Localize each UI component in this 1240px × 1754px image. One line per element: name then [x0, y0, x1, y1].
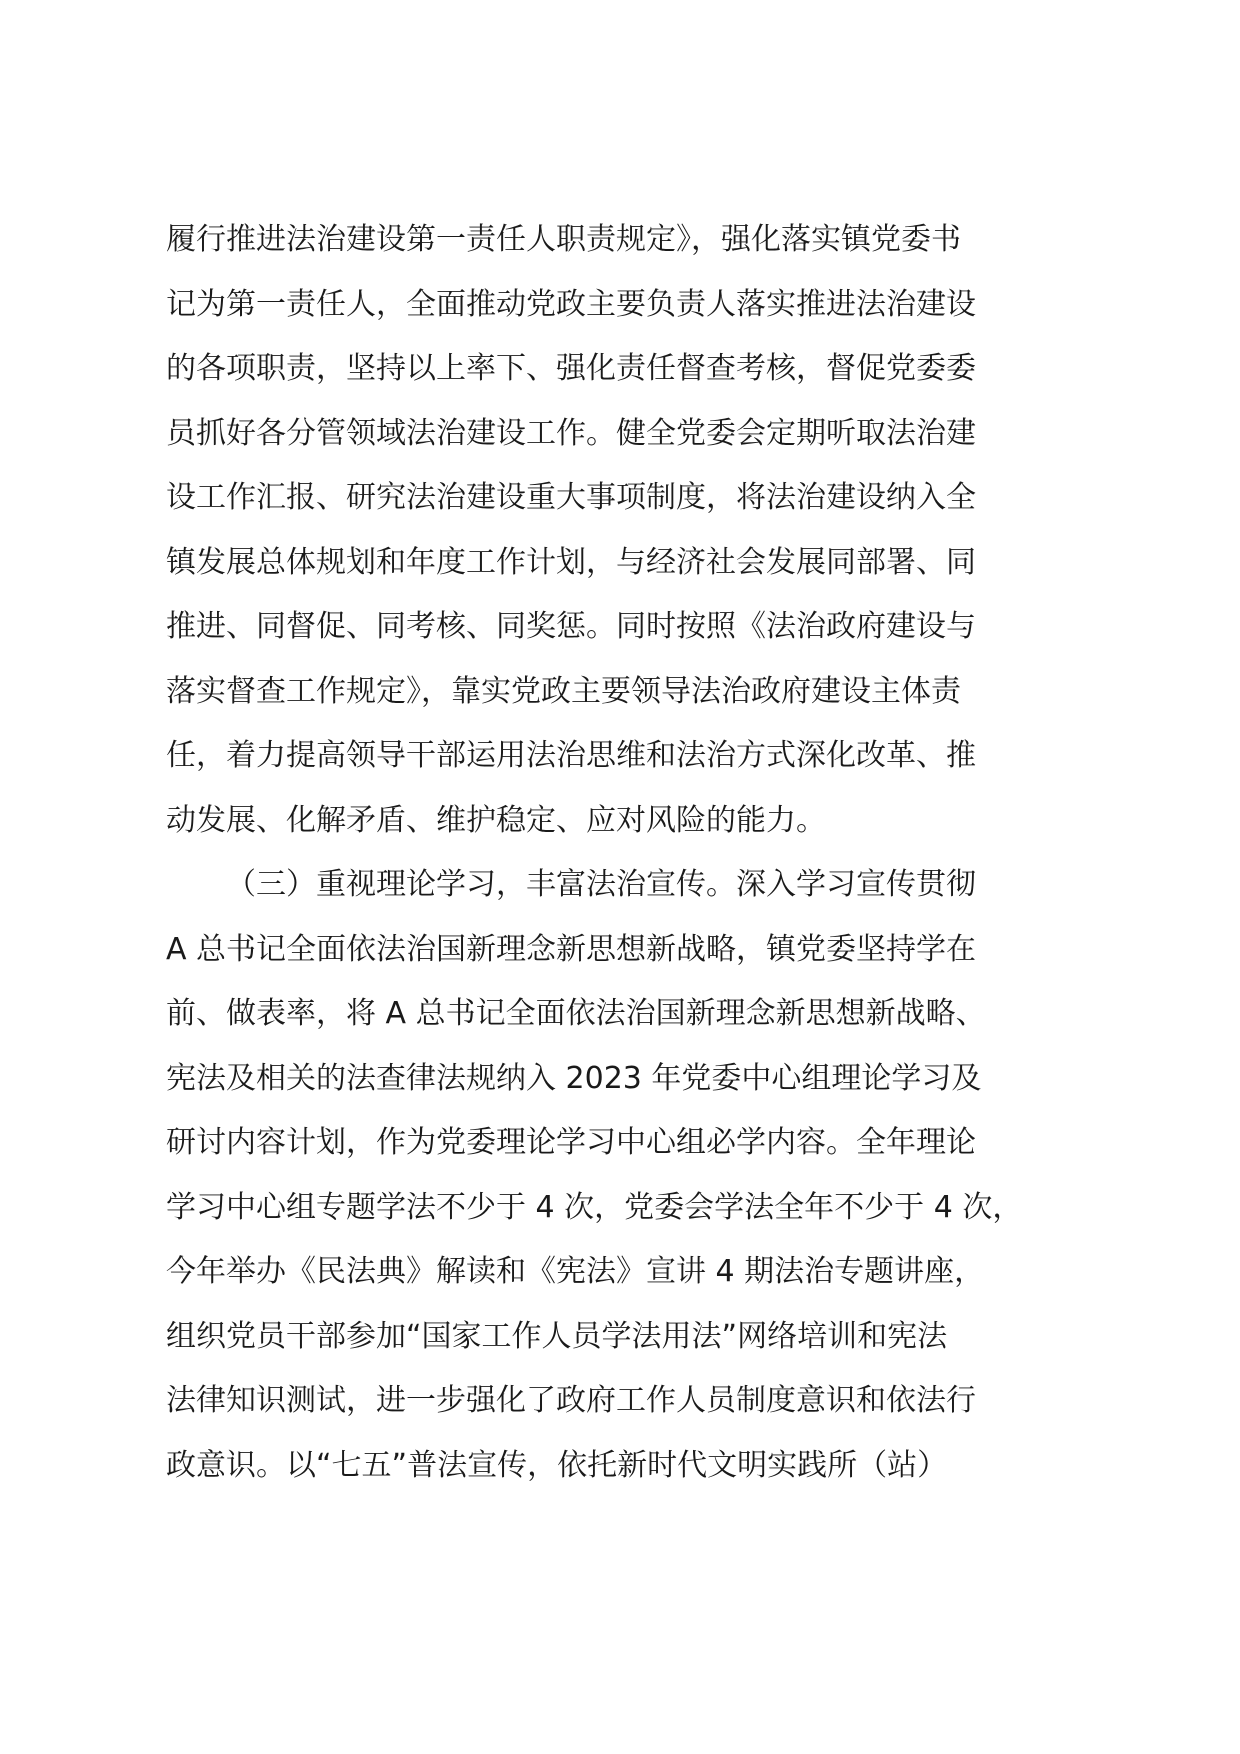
text-line: 的各项职责，坚持以上率下、强化责任督查考核，督促党委委: [166, 351, 976, 386]
text-line: 学习中心组专题学法不少于 4 次，党委会学法全年不少于 4 次，: [166, 1189, 1023, 1225]
text-line: 政意识。以“七五”普法宣传，依托新时代文明实践所（站）: [166, 1447, 948, 1483]
text-line: 记为第一责任人，全面推动党政主要负责人落实推进法治建设: [166, 286, 976, 322]
text-line: 镇发展总体规划和年度工作计划，与经济社会发展同部署、同: [166, 544, 976, 580]
text-line: 设工作汇报、研究法治建设重大事项制度，将法治建设纳入全: [166, 480, 976, 515]
text-line: 推进、同督促、同考核、同奖惩。同时按照《法治政府建设与: [166, 609, 976, 644]
text-line: 研讨内容计划，作为党委理论学习中心组必学内容。全年理论: [166, 1125, 976, 1160]
text-line: 员抓好各分管领域法治建设工作。健全党委会定期听取法治建: [166, 415, 976, 451]
text-line: 前、做表率，将 A 总书记全面依法治国新理念新思想新战略、: [166, 996, 986, 1031]
body-text: [166, 208, 1096, 1498]
text-line: 宪法及相关的法查律法规纳入 2023 年党委中心组理论学习及: [166, 1060, 982, 1096]
section-heading-line: （三）重视理论学习，丰富法治宣传。深入学习宣传贯彻: [226, 867, 976, 902]
text-line: 法律知识测试，进一步强化了政府工作人员制度意识和依法行: [166, 1383, 976, 1418]
text-line: 履行推进法治建设第一责任人职责规定》，强化落实镇党委书: [166, 222, 961, 257]
text-line: 任，着力提高领导干部运用法治思维和法治方式深化改革、推: [166, 738, 976, 773]
text-line: A 总书记全面依法治国新理念新思想新战略，镇党委坚持学在: [166, 931, 977, 967]
text-line: 今年举办《民法典》解读和《宪法》宣讲 4 期法治专题讲座，: [166, 1254, 985, 1289]
text-line: 组织党员干部参加“国家工作人员学法用法”网络培训和宪法: [166, 1318, 948, 1354]
text-line: 落实督查工作规定》，靠实党政主要领导法治政府建设主体责: [166, 673, 961, 709]
text-line: 动发展、化解矛盾、维护稳定、应对风险的能力。: [166, 802, 826, 838]
